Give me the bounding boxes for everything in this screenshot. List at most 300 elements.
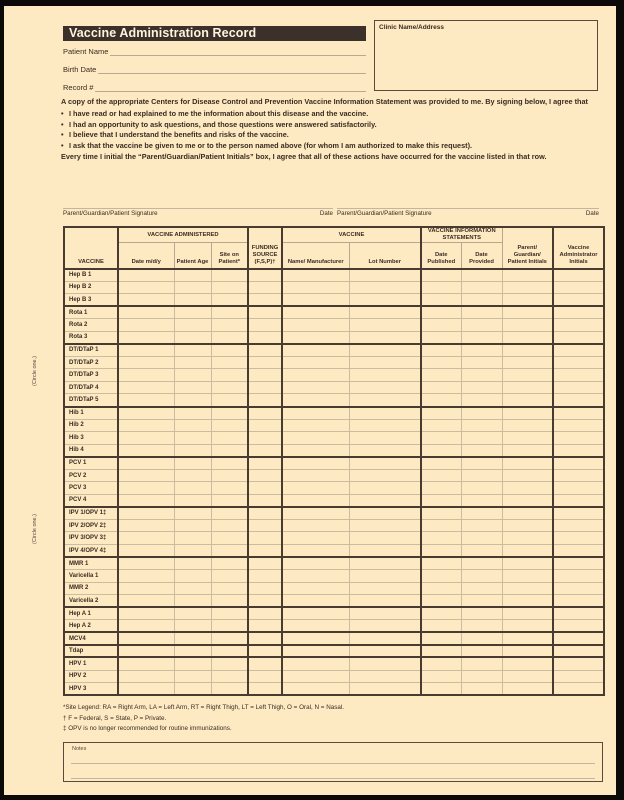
parent-initials-cell[interactable] bbox=[502, 407, 553, 420]
admin-initials-cell[interactable] bbox=[553, 545, 604, 558]
site-cell[interactable] bbox=[211, 595, 248, 608]
provided-cell[interactable] bbox=[461, 294, 502, 307]
age-cell[interactable] bbox=[174, 482, 211, 495]
site-cell[interactable] bbox=[211, 557, 248, 570]
site-cell[interactable] bbox=[211, 469, 248, 482]
name-cell[interactable] bbox=[282, 645, 349, 658]
provided-cell[interactable] bbox=[461, 519, 502, 532]
admin-initials-cell[interactable] bbox=[553, 670, 604, 683]
funding-cell[interactable] bbox=[248, 494, 282, 507]
age-cell[interactable] bbox=[174, 319, 211, 332]
funding-cell[interactable] bbox=[248, 582, 282, 595]
funding-cell[interactable] bbox=[248, 570, 282, 583]
lot-cell[interactable] bbox=[349, 381, 421, 394]
lot-cell[interactable] bbox=[349, 632, 421, 645]
date-cell[interactable] bbox=[118, 306, 174, 319]
site-cell[interactable] bbox=[211, 507, 248, 520]
date-cell[interactable] bbox=[118, 532, 174, 545]
record-number-field[interactable] bbox=[63, 80, 366, 92]
name-cell[interactable] bbox=[282, 419, 349, 432]
lot-cell[interactable] bbox=[349, 319, 421, 332]
lot-cell[interactable] bbox=[349, 507, 421, 520]
provided-cell[interactable] bbox=[461, 281, 502, 294]
name-cell[interactable] bbox=[282, 319, 349, 332]
name-cell[interactable] bbox=[282, 532, 349, 545]
provided-cell[interactable] bbox=[461, 457, 502, 470]
funding-cell[interactable] bbox=[248, 306, 282, 319]
funding-cell[interactable] bbox=[248, 369, 282, 382]
name-cell[interactable] bbox=[282, 281, 349, 294]
lot-cell[interactable] bbox=[349, 419, 421, 432]
age-cell[interactable] bbox=[174, 494, 211, 507]
age-cell[interactable] bbox=[174, 519, 211, 532]
site-cell[interactable] bbox=[211, 532, 248, 545]
published-cell[interactable] bbox=[421, 381, 461, 394]
provided-cell[interactable] bbox=[461, 419, 502, 432]
admin-initials-cell[interactable] bbox=[553, 344, 604, 357]
date-cell[interactable] bbox=[118, 632, 174, 645]
age-cell[interactable] bbox=[174, 595, 211, 608]
provided-cell[interactable] bbox=[461, 344, 502, 357]
site-cell[interactable] bbox=[211, 432, 248, 445]
provided-cell[interactable] bbox=[461, 545, 502, 558]
site-cell[interactable] bbox=[211, 369, 248, 382]
date-cell[interactable] bbox=[118, 670, 174, 683]
provided-cell[interactable] bbox=[461, 444, 502, 457]
parent-initials-cell[interactable] bbox=[502, 532, 553, 545]
birth-date-input[interactable] bbox=[98, 66, 366, 74]
signature-line-1[interactable] bbox=[63, 208, 333, 220]
published-cell[interactable] bbox=[421, 494, 461, 507]
parent-initials-cell[interactable] bbox=[502, 469, 553, 482]
patient-name-field[interactable] bbox=[63, 44, 366, 56]
date-cell[interactable] bbox=[118, 331, 174, 344]
published-cell[interactable] bbox=[421, 620, 461, 633]
provided-cell[interactable] bbox=[461, 670, 502, 683]
funding-cell[interactable] bbox=[248, 545, 282, 558]
funding-cell[interactable] bbox=[248, 670, 282, 683]
site-cell[interactable] bbox=[211, 444, 248, 457]
funding-cell[interactable] bbox=[248, 394, 282, 407]
published-cell[interactable] bbox=[421, 407, 461, 420]
lot-cell[interactable] bbox=[349, 394, 421, 407]
lot-cell[interactable] bbox=[349, 545, 421, 558]
admin-initials-cell[interactable] bbox=[553, 306, 604, 319]
parent-initials-cell[interactable] bbox=[502, 394, 553, 407]
name-cell[interactable] bbox=[282, 331, 349, 344]
name-cell[interactable] bbox=[282, 469, 349, 482]
published-cell[interactable] bbox=[421, 507, 461, 520]
date-cell[interactable] bbox=[118, 657, 174, 670]
admin-initials-cell[interactable] bbox=[553, 319, 604, 332]
age-cell[interactable] bbox=[174, 570, 211, 583]
age-cell[interactable] bbox=[174, 381, 211, 394]
lot-cell[interactable] bbox=[349, 670, 421, 683]
age-cell[interactable] bbox=[174, 657, 211, 670]
age-cell[interactable] bbox=[174, 532, 211, 545]
published-cell[interactable] bbox=[421, 595, 461, 608]
funding-cell[interactable] bbox=[248, 319, 282, 332]
admin-initials-cell[interactable] bbox=[553, 620, 604, 633]
published-cell[interactable] bbox=[421, 645, 461, 658]
provided-cell[interactable] bbox=[461, 469, 502, 482]
site-cell[interactable] bbox=[211, 620, 248, 633]
date-cell[interactable] bbox=[118, 356, 174, 369]
date-cell[interactable] bbox=[118, 469, 174, 482]
published-cell[interactable] bbox=[421, 319, 461, 332]
site-cell[interactable] bbox=[211, 582, 248, 595]
date-cell[interactable] bbox=[118, 557, 174, 570]
admin-initials-cell[interactable] bbox=[553, 570, 604, 583]
site-cell[interactable] bbox=[211, 683, 248, 696]
name-cell[interactable] bbox=[282, 657, 349, 670]
site-cell[interactable] bbox=[211, 670, 248, 683]
age-cell[interactable] bbox=[174, 306, 211, 319]
published-cell[interactable] bbox=[421, 482, 461, 495]
age-cell[interactable] bbox=[174, 670, 211, 683]
name-cell[interactable] bbox=[282, 344, 349, 357]
lot-cell[interactable] bbox=[349, 281, 421, 294]
lot-cell[interactable] bbox=[349, 519, 421, 532]
funding-cell[interactable] bbox=[248, 356, 282, 369]
funding-cell[interactable] bbox=[248, 657, 282, 670]
admin-initials-cell[interactable] bbox=[553, 281, 604, 294]
site-cell[interactable] bbox=[211, 281, 248, 294]
provided-cell[interactable] bbox=[461, 369, 502, 382]
funding-cell[interactable] bbox=[248, 632, 282, 645]
date-cell[interactable] bbox=[118, 369, 174, 382]
date-cell[interactable] bbox=[118, 269, 174, 282]
funding-cell[interactable] bbox=[248, 269, 282, 282]
name-cell[interactable] bbox=[282, 432, 349, 445]
admin-initials-cell[interactable] bbox=[553, 607, 604, 620]
lot-cell[interactable] bbox=[349, 620, 421, 633]
parent-initials-cell[interactable] bbox=[502, 607, 553, 620]
name-cell[interactable] bbox=[282, 306, 349, 319]
age-cell[interactable] bbox=[174, 394, 211, 407]
published-cell[interactable] bbox=[421, 444, 461, 457]
parent-initials-cell[interactable] bbox=[502, 683, 553, 696]
published-cell[interactable] bbox=[421, 394, 461, 407]
date-cell[interactable] bbox=[118, 419, 174, 432]
name-cell[interactable] bbox=[282, 381, 349, 394]
admin-initials-cell[interactable] bbox=[553, 683, 604, 696]
name-cell[interactable] bbox=[282, 683, 349, 696]
funding-cell[interactable] bbox=[248, 457, 282, 470]
funding-cell[interactable] bbox=[248, 432, 282, 445]
provided-cell[interactable] bbox=[461, 582, 502, 595]
provided-cell[interactable] bbox=[461, 570, 502, 583]
lot-cell[interactable] bbox=[349, 331, 421, 344]
lot-cell[interactable] bbox=[349, 570, 421, 583]
lot-cell[interactable] bbox=[349, 356, 421, 369]
age-cell[interactable] bbox=[174, 545, 211, 558]
lot-cell[interactable] bbox=[349, 306, 421, 319]
published-cell[interactable] bbox=[421, 369, 461, 382]
parent-initials-cell[interactable] bbox=[502, 494, 553, 507]
published-cell[interactable] bbox=[421, 519, 461, 532]
date-cell[interactable] bbox=[118, 507, 174, 520]
published-cell[interactable] bbox=[421, 469, 461, 482]
admin-initials-cell[interactable] bbox=[553, 331, 604, 344]
admin-initials-cell[interactable] bbox=[553, 394, 604, 407]
site-cell[interactable] bbox=[211, 645, 248, 658]
date-cell[interactable] bbox=[118, 281, 174, 294]
site-cell[interactable] bbox=[211, 306, 248, 319]
admin-initials-cell[interactable] bbox=[553, 494, 604, 507]
provided-cell[interactable] bbox=[461, 507, 502, 520]
provided-cell[interactable] bbox=[461, 595, 502, 608]
admin-initials-cell[interactable] bbox=[553, 356, 604, 369]
parent-initials-cell[interactable] bbox=[502, 306, 553, 319]
provided-cell[interactable] bbox=[461, 381, 502, 394]
age-cell[interactable] bbox=[174, 344, 211, 357]
parent-initials-cell[interactable] bbox=[502, 369, 553, 382]
parent-initials-cell[interactable] bbox=[502, 545, 553, 558]
site-cell[interactable] bbox=[211, 269, 248, 282]
funding-cell[interactable] bbox=[248, 519, 282, 532]
parent-initials-cell[interactable] bbox=[502, 519, 553, 532]
lot-cell[interactable] bbox=[349, 444, 421, 457]
admin-initials-cell[interactable] bbox=[553, 457, 604, 470]
lot-cell[interactable] bbox=[349, 657, 421, 670]
published-cell[interactable] bbox=[421, 281, 461, 294]
age-cell[interactable] bbox=[174, 269, 211, 282]
site-cell[interactable] bbox=[211, 394, 248, 407]
date-cell[interactable] bbox=[118, 457, 174, 470]
funding-cell[interactable] bbox=[248, 294, 282, 307]
published-cell[interactable] bbox=[421, 632, 461, 645]
clinic-name-address-box[interactable] bbox=[374, 20, 598, 91]
provided-cell[interactable] bbox=[461, 683, 502, 696]
funding-cell[interactable] bbox=[248, 482, 282, 495]
site-cell[interactable] bbox=[211, 545, 248, 558]
provided-cell[interactable] bbox=[461, 482, 502, 495]
date-cell[interactable] bbox=[118, 344, 174, 357]
published-cell[interactable] bbox=[421, 344, 461, 357]
lot-cell[interactable] bbox=[349, 645, 421, 658]
date-cell[interactable] bbox=[118, 494, 174, 507]
name-cell[interactable] bbox=[282, 356, 349, 369]
site-cell[interactable] bbox=[211, 494, 248, 507]
lot-cell[interactable] bbox=[349, 557, 421, 570]
name-cell[interactable] bbox=[282, 294, 349, 307]
funding-cell[interactable] bbox=[248, 620, 282, 633]
lot-cell[interactable] bbox=[349, 607, 421, 620]
parent-initials-cell[interactable] bbox=[502, 507, 553, 520]
name-cell[interactable] bbox=[282, 557, 349, 570]
site-cell[interactable] bbox=[211, 419, 248, 432]
parent-initials-cell[interactable] bbox=[502, 570, 553, 583]
published-cell[interactable] bbox=[421, 607, 461, 620]
provided-cell[interactable] bbox=[461, 269, 502, 282]
provided-cell[interactable] bbox=[461, 632, 502, 645]
date-cell[interactable] bbox=[118, 545, 174, 558]
parent-initials-cell[interactable] bbox=[502, 381, 553, 394]
admin-initials-cell[interactable] bbox=[553, 482, 604, 495]
provided-cell[interactable] bbox=[461, 319, 502, 332]
parent-initials-cell[interactable] bbox=[502, 657, 553, 670]
birth-date-field[interactable] bbox=[63, 62, 366, 74]
parent-initials-cell[interactable] bbox=[502, 557, 553, 570]
site-cell[interactable] bbox=[211, 344, 248, 357]
funding-cell[interactable] bbox=[248, 532, 282, 545]
parent-initials-cell[interactable] bbox=[502, 632, 553, 645]
site-cell[interactable] bbox=[211, 356, 248, 369]
provided-cell[interactable] bbox=[461, 331, 502, 344]
date-cell[interactable] bbox=[118, 319, 174, 332]
funding-cell[interactable] bbox=[248, 469, 282, 482]
age-cell[interactable] bbox=[174, 356, 211, 369]
lot-cell[interactable] bbox=[349, 469, 421, 482]
lot-cell[interactable] bbox=[349, 269, 421, 282]
date-cell[interactable] bbox=[118, 683, 174, 696]
age-cell[interactable] bbox=[174, 607, 211, 620]
parent-initials-cell[interactable] bbox=[502, 620, 553, 633]
site-cell[interactable] bbox=[211, 657, 248, 670]
site-cell[interactable] bbox=[211, 570, 248, 583]
published-cell[interactable] bbox=[421, 419, 461, 432]
name-cell[interactable] bbox=[282, 632, 349, 645]
published-cell[interactable] bbox=[421, 331, 461, 344]
admin-initials-cell[interactable] bbox=[553, 432, 604, 445]
funding-cell[interactable] bbox=[248, 557, 282, 570]
admin-initials-cell[interactable] bbox=[553, 381, 604, 394]
signature-line-2[interactable] bbox=[337, 208, 599, 220]
age-cell[interactable] bbox=[174, 432, 211, 445]
date-cell[interactable] bbox=[118, 570, 174, 583]
date-cell[interactable] bbox=[118, 294, 174, 307]
funding-cell[interactable] bbox=[248, 344, 282, 357]
provided-cell[interactable] bbox=[461, 657, 502, 670]
age-cell[interactable] bbox=[174, 557, 211, 570]
funding-cell[interactable] bbox=[248, 595, 282, 608]
provided-cell[interactable] bbox=[461, 607, 502, 620]
date-cell[interactable] bbox=[118, 444, 174, 457]
name-cell[interactable] bbox=[282, 407, 349, 420]
site-cell[interactable] bbox=[211, 607, 248, 620]
funding-cell[interactable] bbox=[248, 607, 282, 620]
date-cell[interactable] bbox=[118, 519, 174, 532]
age-cell[interactable] bbox=[174, 620, 211, 633]
age-cell[interactable] bbox=[174, 507, 211, 520]
admin-initials-cell[interactable] bbox=[553, 419, 604, 432]
parent-initials-cell[interactable] bbox=[502, 670, 553, 683]
name-cell[interactable] bbox=[282, 507, 349, 520]
name-cell[interactable] bbox=[282, 670, 349, 683]
admin-initials-cell[interactable] bbox=[553, 645, 604, 658]
date-cell[interactable] bbox=[118, 645, 174, 658]
parent-initials-cell[interactable] bbox=[502, 645, 553, 658]
provided-cell[interactable] bbox=[461, 407, 502, 420]
published-cell[interactable] bbox=[421, 657, 461, 670]
parent-initials-cell[interactable] bbox=[502, 482, 553, 495]
age-cell[interactable] bbox=[174, 645, 211, 658]
admin-initials-cell[interactable] bbox=[553, 294, 604, 307]
provided-cell[interactable] bbox=[461, 645, 502, 658]
lot-cell[interactable] bbox=[349, 369, 421, 382]
admin-initials-cell[interactable] bbox=[553, 632, 604, 645]
date-cell[interactable] bbox=[118, 407, 174, 420]
admin-initials-cell[interactable] bbox=[553, 657, 604, 670]
funding-cell[interactable] bbox=[248, 444, 282, 457]
lot-cell[interactable] bbox=[349, 494, 421, 507]
age-cell[interactable] bbox=[174, 369, 211, 382]
admin-initials-cell[interactable] bbox=[553, 469, 604, 482]
parent-initials-cell[interactable] bbox=[502, 432, 553, 445]
lot-cell[interactable] bbox=[349, 294, 421, 307]
provided-cell[interactable] bbox=[461, 356, 502, 369]
lot-cell[interactable] bbox=[349, 457, 421, 470]
date-cell[interactable] bbox=[118, 432, 174, 445]
admin-initials-cell[interactable] bbox=[553, 407, 604, 420]
parent-initials-cell[interactable] bbox=[502, 319, 553, 332]
name-cell[interactable] bbox=[282, 444, 349, 457]
published-cell[interactable] bbox=[421, 683, 461, 696]
age-cell[interactable] bbox=[174, 419, 211, 432]
date-cell[interactable] bbox=[118, 381, 174, 394]
date-cell[interactable] bbox=[118, 582, 174, 595]
admin-initials-cell[interactable] bbox=[553, 595, 604, 608]
name-cell[interactable] bbox=[282, 457, 349, 470]
site-cell[interactable] bbox=[211, 407, 248, 420]
admin-initials-cell[interactable] bbox=[553, 519, 604, 532]
lot-cell[interactable] bbox=[349, 582, 421, 595]
admin-initials-cell[interactable] bbox=[553, 507, 604, 520]
provided-cell[interactable] bbox=[461, 432, 502, 445]
funding-cell[interactable] bbox=[248, 683, 282, 696]
site-cell[interactable] bbox=[211, 381, 248, 394]
age-cell[interactable] bbox=[174, 582, 211, 595]
parent-initials-cell[interactable] bbox=[502, 582, 553, 595]
admin-initials-cell[interactable] bbox=[553, 444, 604, 457]
lot-cell[interactable] bbox=[349, 344, 421, 357]
date-cell[interactable] bbox=[118, 607, 174, 620]
admin-initials-cell[interactable] bbox=[553, 582, 604, 595]
site-cell[interactable] bbox=[211, 482, 248, 495]
lot-cell[interactable] bbox=[349, 482, 421, 495]
site-cell[interactable] bbox=[211, 632, 248, 645]
lot-cell[interactable] bbox=[349, 595, 421, 608]
parent-initials-cell[interactable] bbox=[502, 444, 553, 457]
name-cell[interactable] bbox=[282, 494, 349, 507]
name-cell[interactable] bbox=[282, 269, 349, 282]
age-cell[interactable] bbox=[174, 331, 211, 344]
age-cell[interactable] bbox=[174, 444, 211, 457]
lot-cell[interactable] bbox=[349, 432, 421, 445]
site-cell[interactable] bbox=[211, 457, 248, 470]
age-cell[interactable] bbox=[174, 457, 211, 470]
funding-cell[interactable] bbox=[248, 419, 282, 432]
date-cell[interactable] bbox=[118, 595, 174, 608]
age-cell[interactable] bbox=[174, 281, 211, 294]
parent-initials-cell[interactable] bbox=[502, 356, 553, 369]
parent-initials-cell[interactable] bbox=[502, 331, 553, 344]
age-cell[interactable] bbox=[174, 294, 211, 307]
parent-initials-cell[interactable] bbox=[502, 269, 553, 282]
published-cell[interactable] bbox=[421, 670, 461, 683]
provided-cell[interactable] bbox=[461, 532, 502, 545]
age-cell[interactable] bbox=[174, 469, 211, 482]
provided-cell[interactable] bbox=[461, 394, 502, 407]
funding-cell[interactable] bbox=[248, 331, 282, 344]
name-cell[interactable] bbox=[282, 582, 349, 595]
funding-cell[interactable] bbox=[248, 407, 282, 420]
published-cell[interactable] bbox=[421, 457, 461, 470]
patient-name-input[interactable] bbox=[110, 48, 366, 56]
funding-cell[interactable] bbox=[248, 645, 282, 658]
name-cell[interactable] bbox=[282, 482, 349, 495]
